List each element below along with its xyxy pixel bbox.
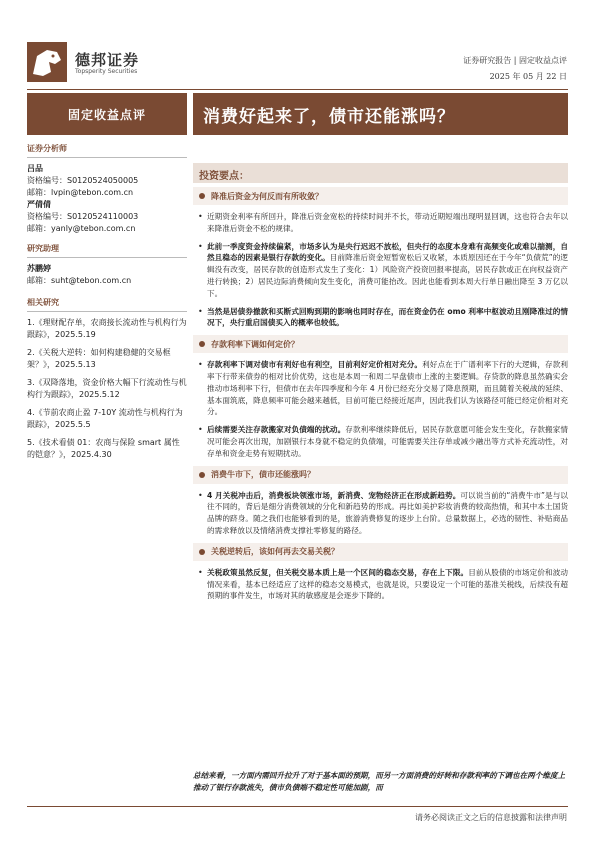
paragraph-text — [207, 567, 568, 602]
analyst-cert: 资格编号：S0120524110003 — [27, 212, 139, 221]
analyst-block — [27, 163, 187, 235]
conclusion-text: 总结来看，一方面内需回升拉升了对于基本面的预期，而另一方面消费的好转和存款利率的下调也在两个维度上推动了银行存款流失，债市负债端不稳定性可能加剧，而 — [193, 771, 566, 792]
paragraph-rest: 目前降准后资金短暂宽松后又收紧，本质原因还在于今年“负债荒”的逻辑没有改变，居民存款的创造形式发生了变化：1）风险资产投资回报率提高，居民存款或正在向权益资产进行转换；2）居民边际消费倾向发生变化，消费可能抬改。因此也能看到本周大行单日融出降至 3 万亿以下。 — [207, 253, 568, 298]
analyst-email: 邮箱：yanly@tebon.com.cn — [27, 224, 136, 233]
company-logo — [27, 42, 67, 82]
paragraph — [193, 306, 568, 330]
report-type: 证券研究报告 | 固定收益点评 — [463, 56, 567, 65]
paragraph-bold: 4 月关税冲击后，消费板块领涨市场，新消费、宠物经济正在形成新趋势。 — [207, 490, 461, 500]
bullet-dot-icon — [199, 193, 205, 199]
main-content — [193, 163, 568, 608]
related-list — [27, 317, 187, 461]
analyst-cert: 资格编号：S0120524050005 — [27, 176, 139, 185]
paragraph-bold: 存款利率下调对债市有利好也有利空，目前利好定价相对充分。 — [207, 360, 423, 370]
analyst-name: 吕品 — [27, 164, 43, 173]
paragraph — [193, 490, 568, 537]
related-item[interactable]: 4.《节前农商止盈 7-10Y 流动性与机构行为跟踪》，2025.5.5 — [27, 408, 183, 429]
analyst-email: 邮箱：lvpin@tebon.com.cn — [27, 188, 134, 197]
footer-divider — [27, 806, 568, 807]
assistant-block — [27, 263, 187, 287]
related-item[interactable]: 2.《关税大逆转：如何构建稳健的交易框架？》，2025.5.13 — [27, 348, 171, 369]
paragraph — [193, 424, 568, 459]
bullet-icon: • — [198, 241, 203, 251]
assistant-heading: 研究助理 — [27, 243, 187, 258]
paragraph-bold: 此前一季度资金持续偏紧，市场多认为是央行迟迟不放松，但央行的态度本身难有高频变化或难以揣测，自然且稳态的因素是银行存款的变化。 — [207, 241, 568, 263]
paragraph-rest: 可以说当前的“消费牛市”是与以往不同的，背后是细分消费领域的分化和新趋势的形成。再比如美护彩妆消费的较高热情，和其中本土国货品牌的跻身。随之我们也能够看到的是，旅游消费修复的逐步上台阶。总量数据上，必选的韧性、补贴商品的需求释放以及情绪消费支撑社零修复的路径。 — [207, 490, 568, 535]
question-text: 关税逆转后，该如何再去交易关税？ — [211, 547, 339, 557]
bullet-icon: • — [198, 490, 203, 500]
paragraph — [193, 567, 568, 602]
bullet-icon: • — [198, 360, 203, 370]
header-divider — [27, 89, 568, 90]
report-date: 2025 年 05 月 22 日 — [489, 72, 567, 81]
paragraph-text — [207, 241, 568, 300]
paragraph-rest: 存款利率继续降低后，居民存款意愿可能会发生变化，存款搬家情况可能会再次出现，加剧银行本身就不稳定的负债端，可能需要关注存单或减少融出等方式补充流动性，对存单和资金走势有短期扰动。 — [207, 425, 569, 458]
question-row — [193, 187, 568, 205]
question-text: 降准后资金为何反而有所收敛？ — [211, 191, 323, 201]
paragraph-text — [207, 424, 568, 459]
question-text: 消费牛市下，债市还能涨吗？ — [211, 470, 315, 480]
analyst-name: 严倩倩 — [27, 200, 51, 209]
paragraph-text — [207, 359, 568, 418]
paragraph — [193, 241, 568, 300]
paragraph-text — [207, 490, 568, 537]
category-banner: 固定收益点评 — [27, 93, 187, 135]
paragraph — [193, 359, 568, 418]
key-points-heading: 投资要点： — [193, 163, 568, 183]
paragraph-rest: 目前从股债的市场定价和波动情况来看，基本已经适应了这样的稳态交易模式，也就是说，只要设定一个可能的基准关税线，后续没有超预期的事件发生，市场对其的敏感度是会逐步下降的。 — [207, 567, 569, 601]
bullet-icon: • — [198, 567, 203, 577]
bullet-icon: • — [198, 306, 203, 316]
paragraph-rest: 利好点在于广谱利率下行的大逻辑，存款利率下行带来债券的相对比价优势，这也是本周一和周二早盘债市上涨的主要逻辑。存贷款的降息虽然确实会推动市场利率下行，但债市在去年四季度和今年 4 月份已经充分交易了降息预期，而且随着关税战的延续、基本面筑底，降息频率可能会越来越低，目前可能已经接近尾声，因此我们认为该路径可能已经定价相对充分。 — [207, 360, 569, 417]
related-item[interactable]: 1.《理财配存单，农商接长流动性与机构行为跟踪》，2025.5.19 — [27, 318, 187, 339]
brand-name: 德邦证券 — [75, 51, 140, 69]
paragraph-bold: 关税政策虽然反复，但关税交易本质上是一个区间的稳态交易，存在上下限。 — [207, 567, 469, 577]
related-item[interactable]: 5.《技术看债 01：农商与保险 smart 属性的铠意？》，2025.4.30 — [27, 438, 180, 459]
bullet-icon: • — [198, 425, 203, 435]
brand-name-en: Topsperity Securities — [75, 68, 138, 75]
analyst-heading: 证券分析师 — [27, 143, 187, 158]
related-item[interactable]: 3.《双降落地，资金价格大幅下行流动性与机构行为跟踪》，2025.5.12 — [27, 378, 187, 399]
sidebar — [27, 143, 187, 467]
question-text: 存款利率下调如何定价？ — [211, 339, 299, 349]
paragraph-text: 近期资金利率有所回升，降准后资金宽松的持续时间并不长，带动近期短端出现明显回调，这也符合去年以来降准后资金不松的规律。 — [207, 212, 568, 233]
question-row — [193, 466, 568, 484]
related-heading: 相关研究 — [27, 297, 187, 312]
bullet-icon: • — [198, 212, 203, 221]
paragraph-text — [207, 306, 568, 330]
paragraph-bold: 后续需要关注存款搬家对负债端的扰动。 — [207, 425, 346, 435]
paragraph — [193, 211, 568, 235]
assistant-email: 邮箱：suht@tebon.com.cn — [27, 276, 132, 285]
bullet-dot-icon — [199, 341, 205, 347]
question-row — [193, 543, 568, 561]
report-title: 消费好起来了，债市还能涨吗？ — [193, 93, 568, 135]
question-row — [193, 335, 568, 353]
assistant-name: 苏鹏婷 — [27, 264, 51, 273]
paragraph-bold: 当然是居债券撤款和买断式回购到期的影响也同时存在，而在资金仍在 omo 利率中枢波动且刚降准过的情况下，央行重启国债买入的概率也较低。 — [207, 306, 568, 328]
footer-disclaimer: 请务必阅读正文之后的信息披露和法律声明 — [415, 813, 567, 822]
bullet-dot-icon — [199, 472, 205, 478]
bullet-dot-icon — [199, 549, 205, 555]
